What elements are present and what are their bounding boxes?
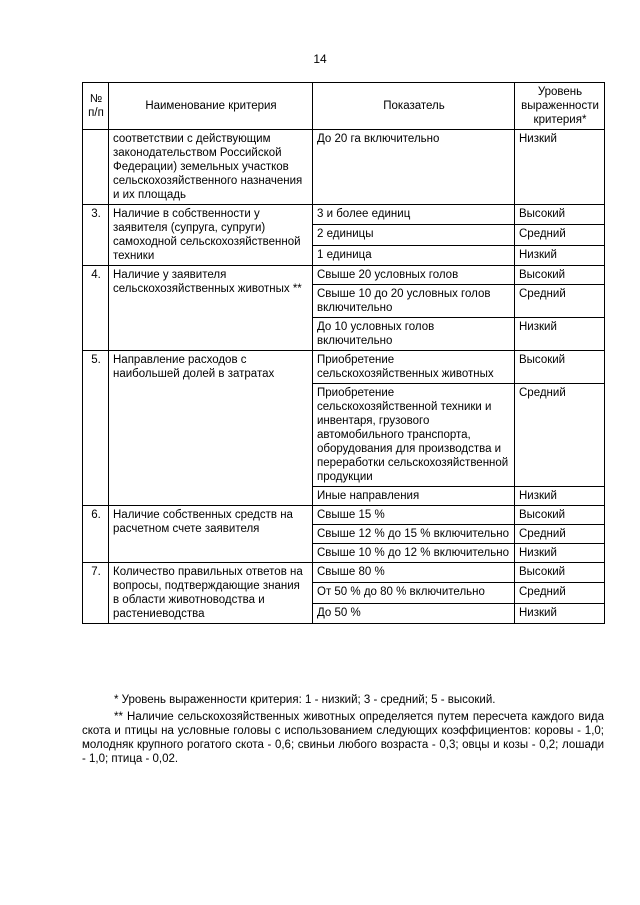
table-row [83, 130, 605, 205]
header-level: Уровень выраженности критерия* [515, 83, 605, 130]
level-cell: Средний [515, 225, 605, 245]
indicator-cell: 2 единицы [313, 225, 515, 245]
table-row [83, 563, 605, 583]
criterion-number: 3. [83, 205, 109, 266]
criterion-number: 7. [83, 563, 109, 624]
indicator-cell: От 50 % до 80 % включительно [313, 583, 515, 603]
table-header-row [83, 83, 605, 130]
criterion-name: Количество правильных ответов на вопросы, подтверждающие знания в области животноводства и растениеводства [109, 563, 313, 624]
indicator-cell: До 50 % [313, 603, 515, 623]
indicator-cell: 1 единица [313, 245, 515, 265]
level-cell: Низкий [515, 130, 605, 205]
level-cell: Высокий [515, 351, 605, 384]
table-row [83, 351, 605, 384]
level-cell: Низкий [515, 487, 605, 506]
indicator-cell: Свыше 15 % [313, 506, 515, 525]
level-cell: Средний [515, 384, 605, 487]
page-number: 14 [313, 52, 327, 66]
header-indicator: Показатель [313, 83, 515, 130]
level-cell: Низкий [515, 544, 605, 563]
criterion-name: Наличие в собственности у заявителя (супруга, супруги) самоходной сельскохозяйственной техники [109, 205, 313, 266]
header-num: № п/п [83, 83, 109, 130]
indicator-cell: Приобретение сельскохозяйственных животных [313, 351, 515, 384]
footnote-animals: ** Наличие сельскохозяйственных животных определяется путем пересчета каждого вида скота и птицы на условные головы с использованием следующих коэффициентов: коровы - 1,0; молодняк крупного рогатого скота - 0,6; свиньи любого возраста - 0,3; овцы и козы - 0,2; лошади - 1,0; птица - 0,02. [82, 711, 604, 765]
indicator-cell: Свыше 12 % до 15 % включительно [313, 525, 515, 544]
indicator-cell: 3 и более единиц [313, 205, 515, 225]
level-cell: Средний [515, 583, 605, 603]
header-criterion-name: Наименование критерия [109, 83, 313, 130]
criteria-table [82, 82, 605, 624]
criterion-name: соответствии с действующим законодательством Российской Федерации) земельных участков сельскохозяйственного назначения и их площадь [109, 130, 313, 205]
table-row [83, 506, 605, 525]
level-cell: Низкий [515, 245, 605, 265]
criterion-name: Наличие собственных средств на расчетном счете заявителя [109, 506, 313, 563]
criterion-name: Направление расходов с наибольшей долей в затратах [109, 351, 313, 506]
indicator-cell: До 10 условных голов включительно [313, 318, 515, 351]
footnotes [82, 693, 604, 769]
level-cell: Высокий [515, 563, 605, 583]
indicator-cell: До 20 га включительно [313, 130, 515, 205]
criterion-number: 5. [83, 351, 109, 506]
level-cell: Низкий [515, 318, 605, 351]
indicator-cell: Свыше 10 % до 12 % включительно [313, 544, 515, 563]
level-cell: Высокий [515, 506, 605, 525]
indicator-cell: Иные направления [313, 487, 515, 506]
level-cell: Высокий [515, 205, 605, 225]
criterion-name: Наличие у заявителя сельскохозяйственных животных ** [109, 266, 313, 351]
footnote-levels: * Уровень выраженности критерия: 1 - низкий; 3 - средний; 5 - высокий. [114, 694, 496, 706]
indicator-cell: Свыше 20 условных голов [313, 266, 515, 285]
indicator-cell: Свыше 10 до 20 условных голов включительно [313, 285, 515, 318]
criterion-number [83, 130, 109, 205]
level-cell: Средний [515, 525, 605, 544]
table-body [83, 130, 605, 624]
table-row [83, 205, 605, 225]
indicator-cell: Свыше 80 % [313, 563, 515, 583]
indicator-cell: Приобретение сельскохозяйственной техники и инвентаря, грузового автомобильного транспорта, оборудования для производства и переработки сельскохозяйственной продукции [313, 384, 515, 487]
criterion-number: 6. [83, 506, 109, 563]
criterion-number: 4. [83, 266, 109, 351]
level-cell: Низкий [515, 603, 605, 623]
table-row [83, 266, 605, 285]
level-cell: Средний [515, 285, 605, 318]
level-cell: Высокий [515, 266, 605, 285]
